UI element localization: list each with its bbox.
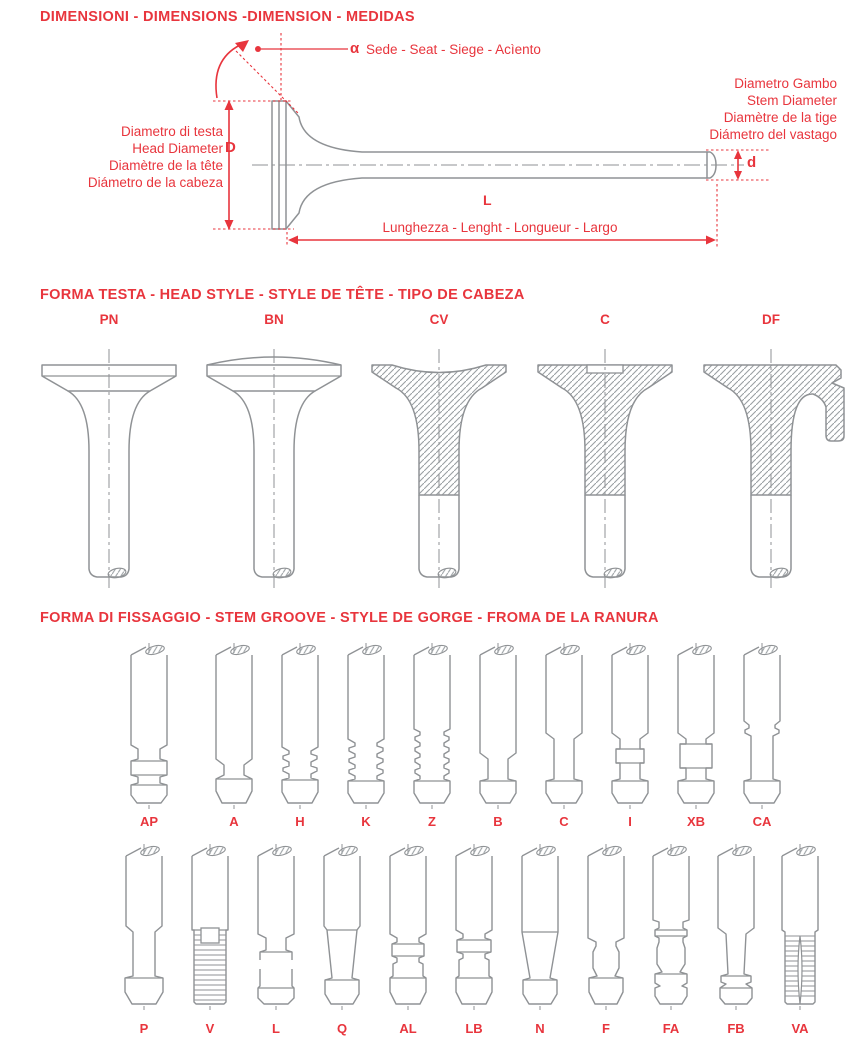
- stem-groove-figure-z: [399, 641, 465, 816]
- stem-groove-section-title: FORMA DI FISSAGGIO - STEM GROOVE - STYLE DE GORGE - FROMA DE LA RANURA: [40, 610, 659, 626]
- length-symbol: L: [483, 192, 492, 208]
- dimensions-section-title: DIMENSIONI - DIMENSIONS -DIMENSION - MEDIDAS: [40, 9, 415, 25]
- stem-groove-figure-i: [597, 641, 663, 816]
- stem-groove-figure-f: [573, 842, 639, 1017]
- stem-groove-figure-fa: [638, 842, 704, 1017]
- stem-groove-code-c: C: [559, 814, 569, 829]
- stem-groove-figure-h: [267, 641, 333, 816]
- stem-groove-code-ap: AP: [139, 814, 159, 829]
- stem-groove-figure-c: [531, 641, 597, 816]
- stem-groove-figure-xb: [663, 641, 729, 816]
- head-style-figure-cv: [364, 345, 514, 595]
- valve-dimension-diagram: [0, 0, 860, 270]
- stem-diameter-label: [601, 75, 837, 143]
- head-diameter-label: [20, 123, 223, 191]
- stem-groove-code-l: L: [272, 1021, 280, 1036]
- stem-groove-code-al: AL: [399, 1021, 417, 1036]
- head-diameter-line-en: Head Diameter: [132, 141, 223, 156]
- head-style-figure-bn: [199, 345, 349, 595]
- stem-groove-figure-lb: [441, 842, 507, 1017]
- head-style-figure-pn: [34, 345, 184, 595]
- stem-groove-figure-fb: [703, 842, 769, 1017]
- stem-diameter-line-it: Diametro Gambo: [734, 76, 837, 91]
- stem-groove-code-f: F: [602, 1021, 610, 1036]
- stem-groove-code-q: Q: [336, 1021, 348, 1036]
- stem-groove-figure-va: [767, 842, 833, 1017]
- seat-label: Sede - Seat - Siege - Acìento: [366, 42, 541, 57]
- head-style-code-c: C: [600, 312, 610, 327]
- stem-groove-figure-b: [465, 641, 531, 816]
- stem-groove-figure-ap: [116, 641, 182, 816]
- stem-groove-figure-l: [243, 842, 309, 1017]
- stem-groove-figure-v: [177, 842, 243, 1017]
- head-style-code-pn: PN: [99, 312, 119, 327]
- head-diameter-line-es: Diámetro de la cabeza: [87, 175, 223, 190]
- stem-groove-figure-k: [333, 641, 399, 816]
- stem-groove-code-b: B: [493, 814, 503, 829]
- stem-groove-code-h: H: [295, 814, 305, 829]
- stem-groove-code-fb: FB: [727, 1021, 745, 1036]
- head-style-code-cv: CV: [429, 312, 449, 327]
- stem-groove-figure-p: [111, 842, 177, 1017]
- stem-groove-figure-n: [507, 842, 573, 1017]
- stem-groove-code-lb: LB: [465, 1021, 483, 1036]
- stem-diameter-line-es: Diámetro del vastago: [709, 127, 837, 142]
- head-diameter-line-it: Diametro di testa: [120, 124, 223, 139]
- head-style-figure-df: [696, 345, 846, 595]
- stem-groove-figure-ca: [729, 641, 795, 816]
- head-style-code-bn: BN: [264, 312, 284, 327]
- stem-groove-code-ca: CA: [752, 814, 772, 829]
- stem-groove-code-xb: XB: [686, 814, 706, 829]
- length-label: Lunghezza - Lenght - Longueur - Largo: [382, 220, 618, 235]
- stem-groove-figure-al: [375, 842, 441, 1017]
- stem-diameter-symbol: d: [747, 154, 757, 171]
- stem-groove-code-z: Z: [428, 814, 436, 829]
- stem-groove-code-va: VA: [791, 1021, 809, 1036]
- stem-diameter-line-en: Stem Diameter: [746, 93, 837, 108]
- stem-groove-code-p: P: [139, 1021, 149, 1036]
- head-diameter-line-fr: Diamètre de la tête: [108, 158, 223, 173]
- head-diameter-symbol: D: [225, 139, 236, 156]
- stem-groove-figure-a: [201, 641, 267, 816]
- stem-groove-code-fa: FA: [662, 1021, 680, 1036]
- stem-groove-code-i: I: [628, 814, 632, 829]
- alpha-symbol: α: [350, 40, 360, 57]
- stem-groove-figure-q: [309, 842, 375, 1017]
- head-style-section-title: FORMA TESTA - HEAD STYLE - STYLE DE TÊTE - TIPO DE CABEZA: [40, 287, 525, 303]
- head-style-figure-c: [530, 345, 680, 595]
- head-style-code-df: DF: [762, 312, 780, 327]
- stem-groove-code-a: A: [229, 814, 239, 829]
- stem-diameter-line-fr: Diamètre de la tige: [723, 110, 837, 125]
- stem-groove-code-v: V: [205, 1021, 215, 1036]
- stem-groove-code-k: K: [361, 814, 371, 829]
- stem-groove-code-n: N: [535, 1021, 545, 1036]
